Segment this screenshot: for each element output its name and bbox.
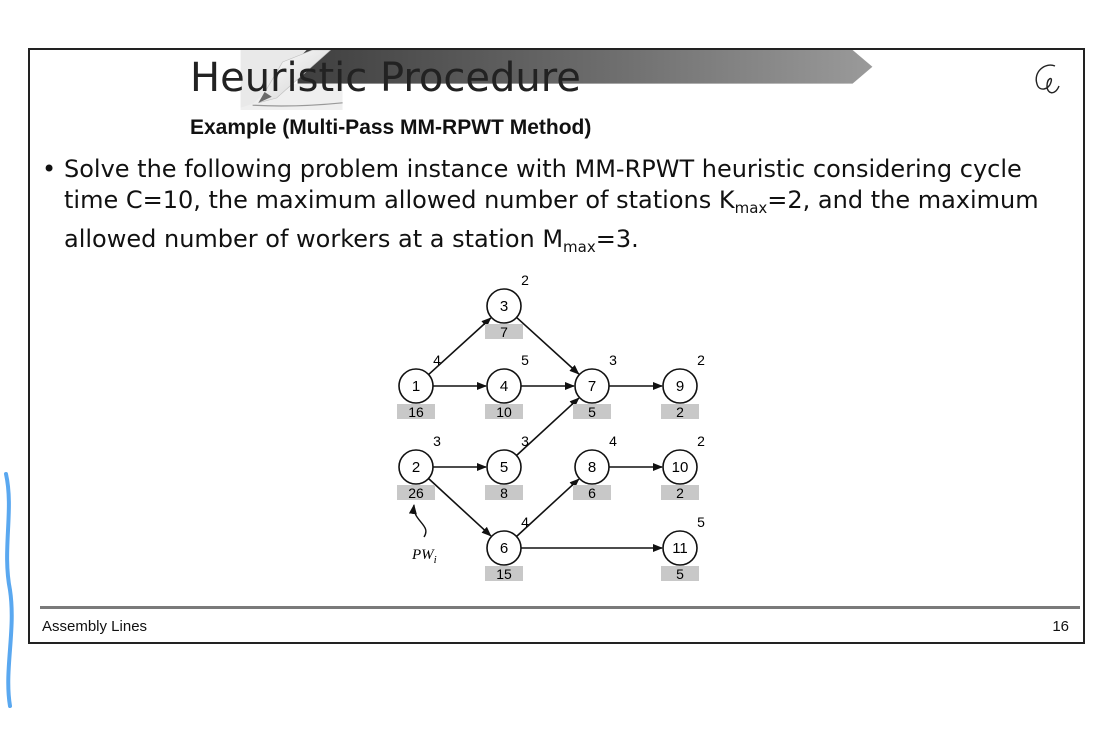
node-6-pw: 15: [496, 566, 512, 582]
node-8-pw: 6: [588, 485, 596, 501]
node-4-pw: 10: [496, 404, 512, 420]
bullet-marker: •: [42, 155, 57, 183]
slide: [28, 48, 1085, 644]
slide-subtitle: Example (Multi-Pass MM-RPWT Method): [190, 116, 592, 139]
footer-divider: [40, 606, 1080, 609]
node-3-label: 3: [499, 298, 509, 315]
node-3-duration: 2: [521, 272, 529, 288]
node-2-duration: 3: [433, 433, 441, 449]
node-1-duration: 4: [433, 352, 441, 368]
pw-pointer-arrow: [414, 505, 426, 537]
node-7-label: 7: [587, 378, 597, 395]
node-6-label: 6: [499, 540, 509, 557]
node-9-pw: 2: [676, 404, 684, 420]
footer-course-name: Assembly Lines: [42, 618, 148, 635]
problem-statement: [42, 154, 1042, 263]
mmax-subscript: max: [563, 238, 596, 256]
node-4-label: 4: [499, 378, 509, 395]
node-10-duration: 2: [697, 433, 705, 449]
node-2-label: 2: [411, 459, 421, 476]
node-3-pw: 7: [500, 324, 508, 340]
node-4-duration: 5: [521, 352, 529, 368]
signature-logo: [1025, 60, 1065, 100]
node-9-label: 9: [675, 378, 685, 395]
node-2-pw: 26: [408, 485, 424, 501]
slide-title: Heuristic Procedure: [190, 55, 581, 101]
node-8-label: 8: [587, 459, 597, 476]
kmax-subscript: max: [734, 199, 768, 217]
node-11-pw: 5: [676, 566, 684, 582]
node-9-duration: 2: [697, 352, 705, 368]
node-10-label: 10: [671, 459, 689, 476]
pw-legend-label: $PW_i$: [412, 547, 437, 566]
precedence-diagram: [388, 266, 728, 586]
node-8-duration: 4: [609, 433, 617, 449]
node-7-duration: 3: [609, 352, 617, 368]
node-5-label: 5: [499, 459, 509, 476]
pen-annotation-stroke: [0, 470, 20, 710]
statement-part-3: =3.: [595, 225, 639, 253]
node-10-pw: 2: [676, 485, 684, 501]
node-1-label: 1: [411, 378, 421, 395]
node-6-duration: 4: [521, 514, 529, 530]
edge-2-6: [429, 479, 491, 536]
node-5-pw: 8: [500, 485, 508, 501]
node-7-pw: 5: [588, 404, 596, 420]
statement-part-2: =2, and the maximum allowed number of workers at a station M: [64, 186, 1039, 253]
statement-part-1: Solve the following problem instance with MM-RPWT heuristic considering cycle time C=10, the maximum allowed number of stations K: [64, 155, 1022, 214]
footer-page-number: 16: [1052, 618, 1069, 635]
node-11-label: 11: [672, 540, 688, 557]
node-11-duration: 5: [697, 514, 705, 530]
node-1-pw: 16: [408, 404, 424, 420]
node-5-duration: 3: [521, 433, 529, 449]
